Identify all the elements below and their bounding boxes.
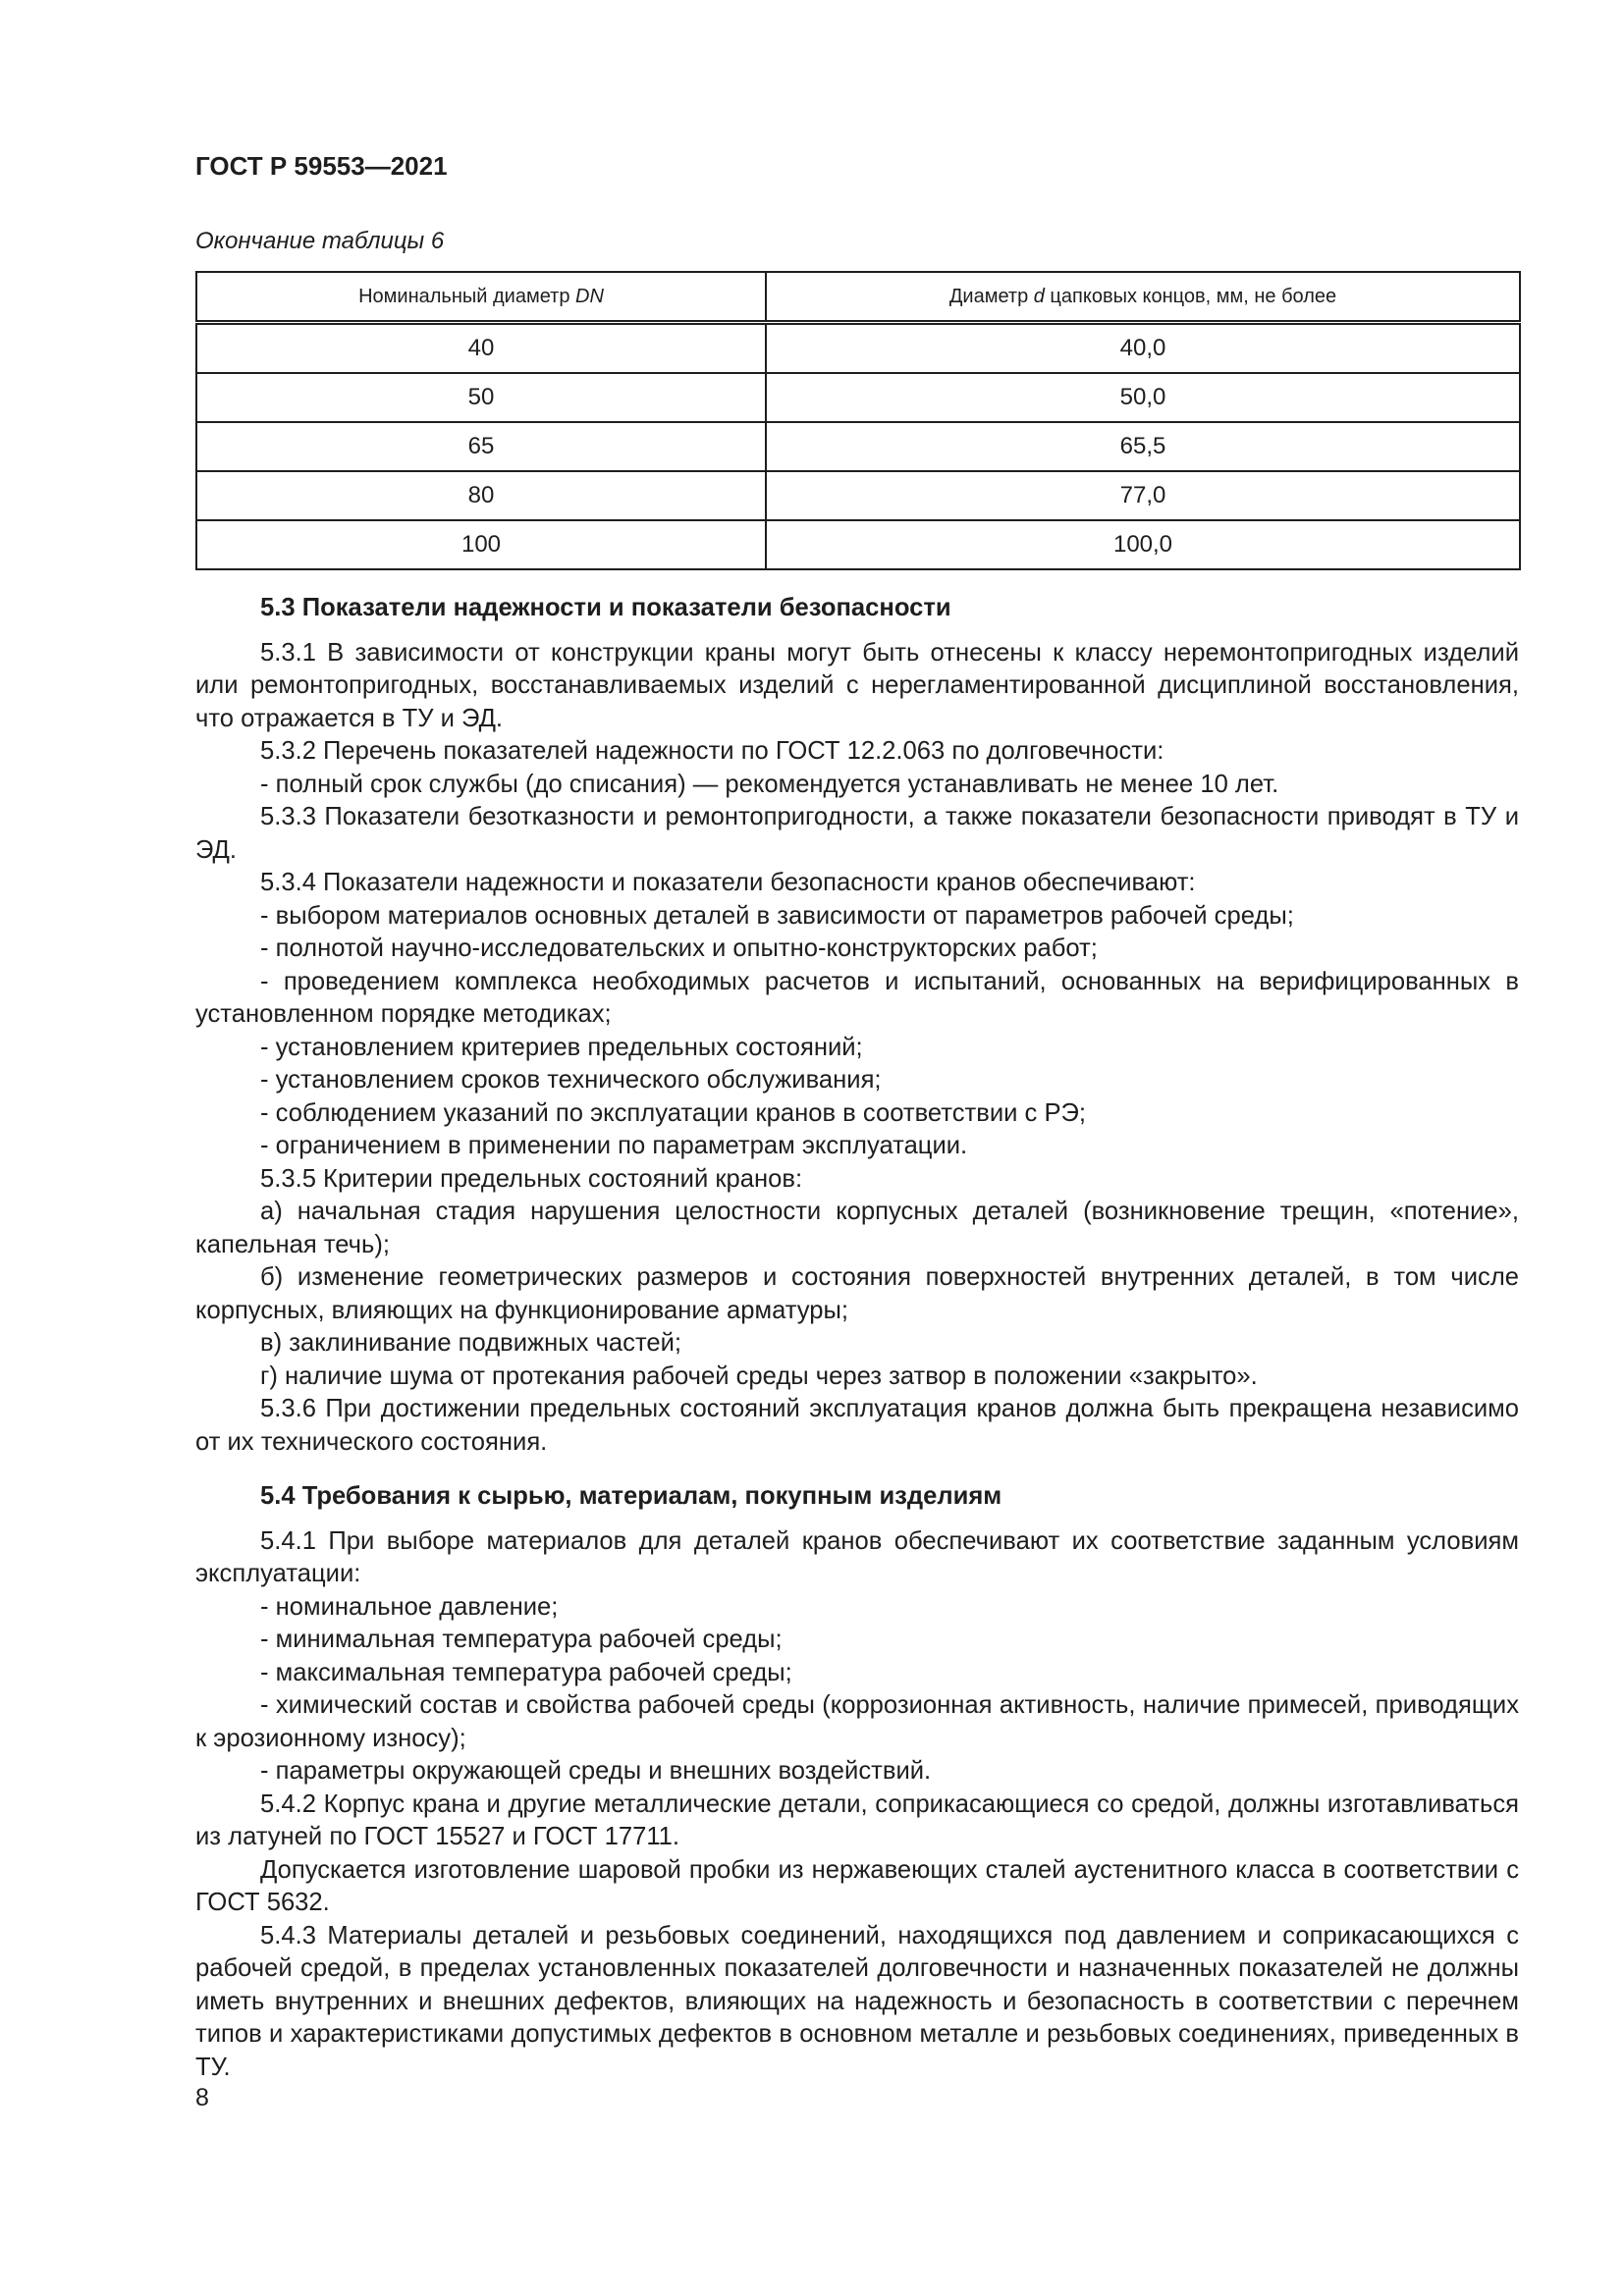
cell-spigot-diameter: 40,0: [766, 323, 1520, 374]
paragraph: - минимальная температура рабочей среды;: [260, 1626, 783, 1653]
paragraph: - проведением комплекса необходимых расчетов и испытаний, основанных на верифицированных в установленном порядке методиках;: [195, 967, 1519, 1028]
cell-nominal-diameter: 100: [196, 520, 766, 569]
paragraph: 5.4.3 Материалы деталей и резьбовых соединений, находящихся под давлением и соприкасающихся с рабочей средой, в пределах установленных показателей долговечности и назначенных показателей не должны иметь внутренних и внешних дефектов, влияющих на надежность и безопасность в соответствии с перечнем типов и характеристиками допустимых дефектов в основном металле и резьбовых соединениях, приведенных в ТУ.: [195, 1921, 1519, 2081]
table-row: [196, 373, 1520, 422]
table-header: [196, 272, 1520, 323]
paragraph: 5.4.2 Корпус крана и другие металлические детали, соприкасающиеся со средой, должны изготавливаться из латуней по ГОСТ 15527 и ГОСТ 17711.: [195, 1789, 1519, 1850]
paragraph: г) наличие шума от протекания рабочей среды через затвор в положении «закрыто».: [260, 1362, 1258, 1390]
cell-nominal-diameter: 40: [196, 323, 766, 374]
paragraph: - установлением сроков технического обслуживания;: [260, 1066, 882, 1094]
table-caption: Окончание таблицы 6: [195, 228, 445, 254]
paragraph: 5.3.6 При достижении предельных состояний эксплуатация кранов должна быть прекращена независимо от их технического состояния.: [195, 1395, 1519, 1456]
paragraph: 5.3.4 Показатели надежности и показатели безопасности кранов обеспечивают:: [260, 869, 1196, 896]
paragraph: в) заклинивание подвижных частей;: [260, 1329, 682, 1357]
paragraph: Допускается изготовление шаровой пробки из нержавеющих сталей аустенитного класса в соответствии с ГОСТ 5632.: [195, 1855, 1519, 1916]
paragraph: 5.3.3 Показатели безотказности и ремонтопригодности, а также показатели безопасности приводят в ТУ и ЭД.: [195, 803, 1519, 864]
paragraph: 5.3.5 Критерии предельных состояний кранов:: [260, 1164, 803, 1193]
cell-spigot-diameter: 50,0: [766, 373, 1520, 422]
column-header-text: Диаметр: [948, 285, 1034, 307]
paragraph: - максимальная температура рабочей среды;: [260, 1658, 792, 1686]
column-header-symbol: d: [1033, 285, 1045, 307]
cell-spigot-diameter: 100,0: [766, 520, 1520, 569]
paragraph: - соблюдением указаний по эксплуатации кранов в соответствии с РЭ;: [260, 1098, 1087, 1127]
table-body: [196, 323, 1520, 570]
paragraph: - ограничением в применении по параметрам эксплуатации.: [260, 1132, 968, 1159]
body-text: [195, 592, 1519, 2084]
table-row: [196, 422, 1520, 471]
table-row: [196, 520, 1520, 569]
table-row: [196, 323, 1520, 374]
paragraph: - параметры окружающей среды и внешних воздействий.: [260, 1757, 932, 1785]
cell-spigot-diameter: 65,5: [766, 422, 1520, 471]
column-header-text: Номинальный диаметр: [358, 285, 576, 307]
cell-nominal-diameter: 80: [196, 471, 766, 520]
cell-nominal-diameter: 50: [196, 373, 766, 422]
section-heading: 5.4 Требования к сырью, материалам, покупным изделиям: [260, 1482, 1002, 1510]
column-header-spigot-diameter: [766, 272, 1520, 323]
column-header-nominal-diameter: [196, 272, 766, 323]
column-header-tail: цапковых концов, мм, не более: [1044, 285, 1337, 307]
column-header-symbol: DN: [575, 285, 604, 307]
table-row: [196, 471, 1520, 520]
paragraph: - выбором материалов основных деталей в зависимости от параметров рабочей среды;: [260, 901, 1294, 930]
document-id: ГОСТ Р 59553—2021: [195, 151, 448, 181]
paragraph: - полный срок службы (до списания) — рекомендуется устанавливать не менее 10 лет.: [260, 770, 1279, 798]
paragraph: 5.3.2 Перечень показателей надежности по ГОСТ 12.2.063 по долговечности:: [260, 737, 1164, 765]
cell-nominal-diameter: 65: [196, 422, 766, 471]
paragraph: б) изменение геометрических размеров и состояния поверхностей внутренних деталей, в том числе корпусных, влияющих на функционирование арматуры;: [195, 1263, 1519, 1324]
page-number: 8: [195, 2084, 209, 2111]
paragraph: а) начальная стадия нарушения целостности корпусных деталей (возникновение трещин, «потение», капельная течь);: [195, 1198, 1519, 1258]
paragraph: 5.3.1 В зависимости от конструкции краны могут быть отнесены к классу неремонтопригодных изделий или ремонтопригодных, восстанавливаемых изделий с нерегламентированной дисциплиной восстановления, что отражается в ТУ и ЭД.: [195, 638, 1519, 732]
diameter-table: [195, 271, 1521, 570]
paragraph: - установлением критериев предельных состояний;: [260, 1033, 863, 1061]
table-header-row: [196, 272, 1520, 323]
cell-spigot-diameter: 77,0: [766, 471, 1520, 520]
paragraph: 5.4.1 При выборе материалов для деталей кранов обеспечивают их соответствие заданным условиям эксплуатации:: [195, 1526, 1519, 1587]
section-heading: 5.3 Показатели надежности и показатели безопасности: [260, 594, 951, 621]
paragraph: - номинальное давление;: [260, 1592, 559, 1621]
paragraph: - химический состав и свойства рабочей среды (коррозионная активность, наличие примесей, приводящих к эрозионному износу);: [195, 1691, 1519, 1752]
paragraph: - полнотой научно-исследовательских и опытно-конструкторских работ;: [260, 934, 1098, 962]
